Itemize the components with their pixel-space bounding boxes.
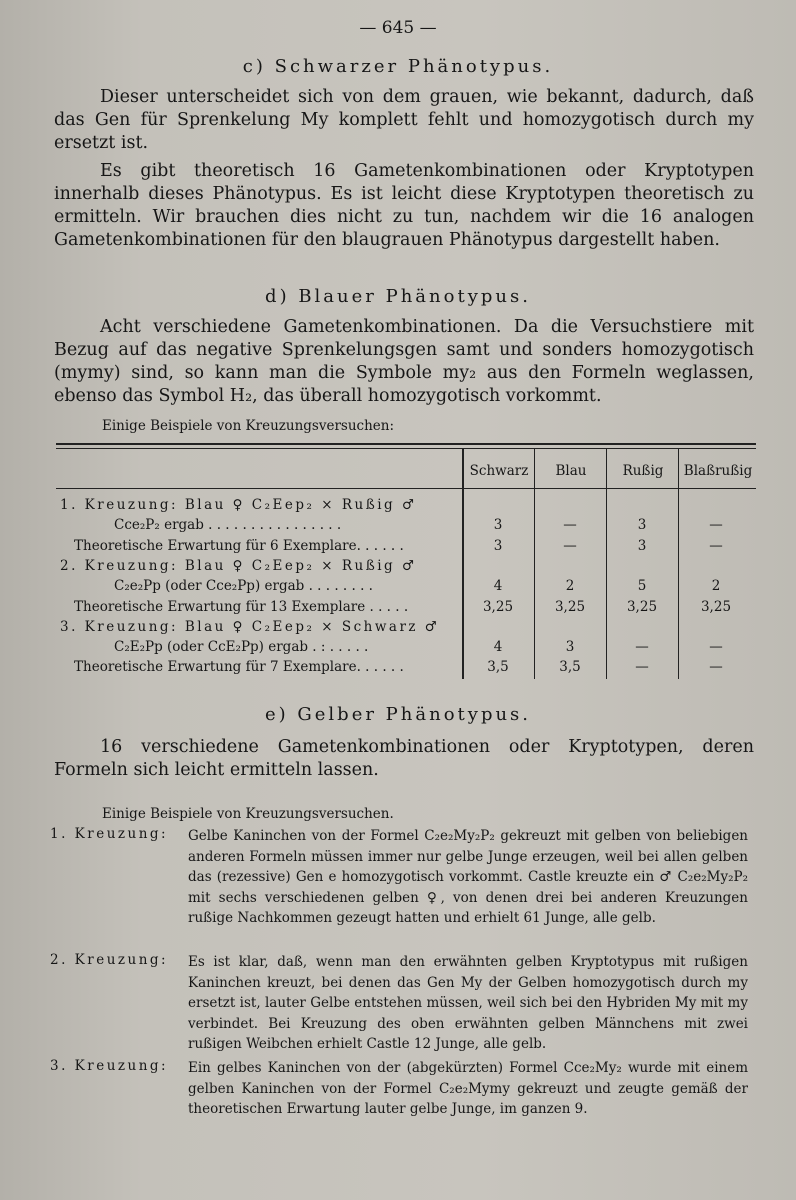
table-cell: 3 xyxy=(493,538,503,554)
row-label: Theoretische Erwartung für 6 Exemplare. . . . . . xyxy=(74,538,404,554)
table-cell: 3,25 xyxy=(626,599,658,615)
table-cell: — xyxy=(563,517,577,533)
table-rule-header xyxy=(56,488,756,489)
table-cell: — xyxy=(709,517,723,533)
table-cell: — xyxy=(709,639,723,655)
table-cell: 3,25 xyxy=(482,599,514,615)
row-label: Theoretische Erwartung für 7 Exemplare. . . . . . xyxy=(74,659,404,675)
row-label: Cce₂P₂ ergab . . . . . . . . . . . . . . . . xyxy=(114,517,342,533)
table-cell: 4 xyxy=(493,578,503,594)
row-label: 1. Kreuzung: Blau ♀ C₂Eep₂ × Rußig ♂ xyxy=(60,497,417,513)
heading-section-d: d) Blauer Phänotypus. xyxy=(265,286,531,307)
table-cell: 2 xyxy=(565,578,575,594)
table-cell: — xyxy=(709,659,723,675)
table-cell: 4 xyxy=(493,639,503,655)
page-number: — 645 — xyxy=(359,18,437,38)
table-cell: 3,5 xyxy=(487,659,509,675)
cross-label-2: 2. Kreuzung: xyxy=(50,952,169,968)
table-cell: 3,25 xyxy=(700,599,732,615)
paragraph-e1: 16 verschiedene Gametenkombinationen oder Kryptotypen, deren Formeln sich leicht ermitteln lassen. xyxy=(54,737,754,780)
row-label: Theoretische Erwartung für 13 Exemplare . . . . . xyxy=(74,599,409,615)
table-vline-2 xyxy=(534,449,535,679)
table-vline-3 xyxy=(606,449,607,679)
table-cell: 3 xyxy=(565,639,575,655)
table-cell: — xyxy=(563,538,577,554)
col-header-blassrussig: Blaßrußig xyxy=(683,463,753,479)
table-cell: 3 xyxy=(637,538,647,554)
cross-label-3: 3. Kreuzung: xyxy=(50,1058,169,1074)
table-rule-top xyxy=(56,443,756,445)
paragraph-d1: Acht verschiedene Gametenkombinationen. Da die Versuchstiere mit Bezug auf das negative Sprenkelungsgen samt und sonders homozygotisch (mymy) sind, so kann man die Symbole my₂ aus den Formeln weglassen, ebenso das Symbol H₂, das überall homozygotisch vorkommt. xyxy=(54,317,754,406)
table-cell: 5 xyxy=(637,578,647,594)
table-rule-top-inner xyxy=(56,448,756,449)
table-vline-4 xyxy=(678,449,679,679)
paragraph-c2: Es gibt theoretisch 16 Gametenkombinationen oder Kryptotypen innerhalb dieses Phänotypus. Es ist leicht diese Kryptotypen theoretisch zu ermitteln. Wir brauchen dies nicht zu tun, nachdem wir die 16 analogen Gametenkombinationen für den blaugrauen Phänotypus dargestellt haben. xyxy=(54,161,754,250)
table-vline-1 xyxy=(462,449,464,679)
crossing-table xyxy=(56,443,756,683)
col-header-russig: Rußig xyxy=(622,463,664,479)
cross-text-1: Gelbe Kaninchen von der Formel C₂e₂My₂P₂ gekreuzt mit gelben von beliebigen anderen Formeln müssen immer nur gelbe Junge erzeugen, weil bei allen gelben das (rezessive) Gen e homozygotisch vorkommt. Castle kreuzte ein ♂ C₂e₂My₂P₂ mit sechs verschiedenen gelben ♀, von denen drei bei anderen Kreuzungen rußige Nachkommen gezeugt hatten und erhielt 61 Junge, alle gelb. xyxy=(188,828,748,927)
table-cell: 3,25 xyxy=(554,599,586,615)
table-cell: 3 xyxy=(493,517,503,533)
table-cell: 3 xyxy=(637,517,647,533)
row-label: 3. Kreuzung: Blau ♀ C₂Eep₂ × Schwarz ♂ xyxy=(60,619,440,635)
col-header-schwarz: Schwarz xyxy=(469,463,529,479)
col-header-blau: Blau xyxy=(555,463,587,479)
table-caption: Einige Beispiele von Kreuzungsversuchen: xyxy=(102,418,395,434)
heading-section-e: e) Gelber Phänotypus. xyxy=(264,704,532,725)
heading-section-c: c) Schwarzer Phänotypus. xyxy=(242,56,554,77)
cross-label-1: 1. Kreuzung: xyxy=(50,826,169,842)
table-cell: 3,5 xyxy=(559,659,581,675)
table-cell: — xyxy=(635,639,649,655)
row-label: C₂E₂Pp (oder CcE₂Pp) ergab . : . . . . . xyxy=(114,639,369,655)
row-label: C₂e₂Pp (oder Cce₂Pp) ergab . . . . . . . . xyxy=(114,578,373,594)
row-label: 2. Kreuzung: Blau ♀ C₂Eep₂ × Rußig ♂ xyxy=(60,558,417,574)
cross-text-3: Ein gelbes Kaninchen von der (abgekürzten) Formel Cce₂My₂ wurde mit einem gelben Kaninchen von der Formel C₂e₂Mymy gekreuzt und zeugte gemäß der theoretischen Erwartung lauter gelbe Junge, im ganzen 9. xyxy=(188,1060,748,1118)
paragraph-c1: Dieser unterscheidet sich von dem grauen, wie bekannt, dadurch, daß das Gen für Sprenkelung My komplett fehlt und homozygotisch durch my ersetzt ist. xyxy=(54,87,754,153)
table-cell: — xyxy=(709,538,723,554)
crosses-caption: Einige Beispiele von Kreuzungsversuchen. xyxy=(102,806,394,822)
cross-text-2: Es ist klar, daß, wenn man den erwähnten gelben Kryptotypus mit rußigen Kaninchen kreuzt, bei denen das Gen My der Gelben homozygotisch durch my ersetzt ist, lauter Gelbe entstehen müssen, weil sich bei den Hybriden My mit my verbindet. Bei Kreuzung des oben erwähnten gelben Männchens mit zwei rußigen Weibchen erhielt Castle 12 Junge, alle gelb. xyxy=(188,954,748,1053)
table-cell: 2 xyxy=(711,578,721,594)
table-cell: — xyxy=(635,659,649,675)
